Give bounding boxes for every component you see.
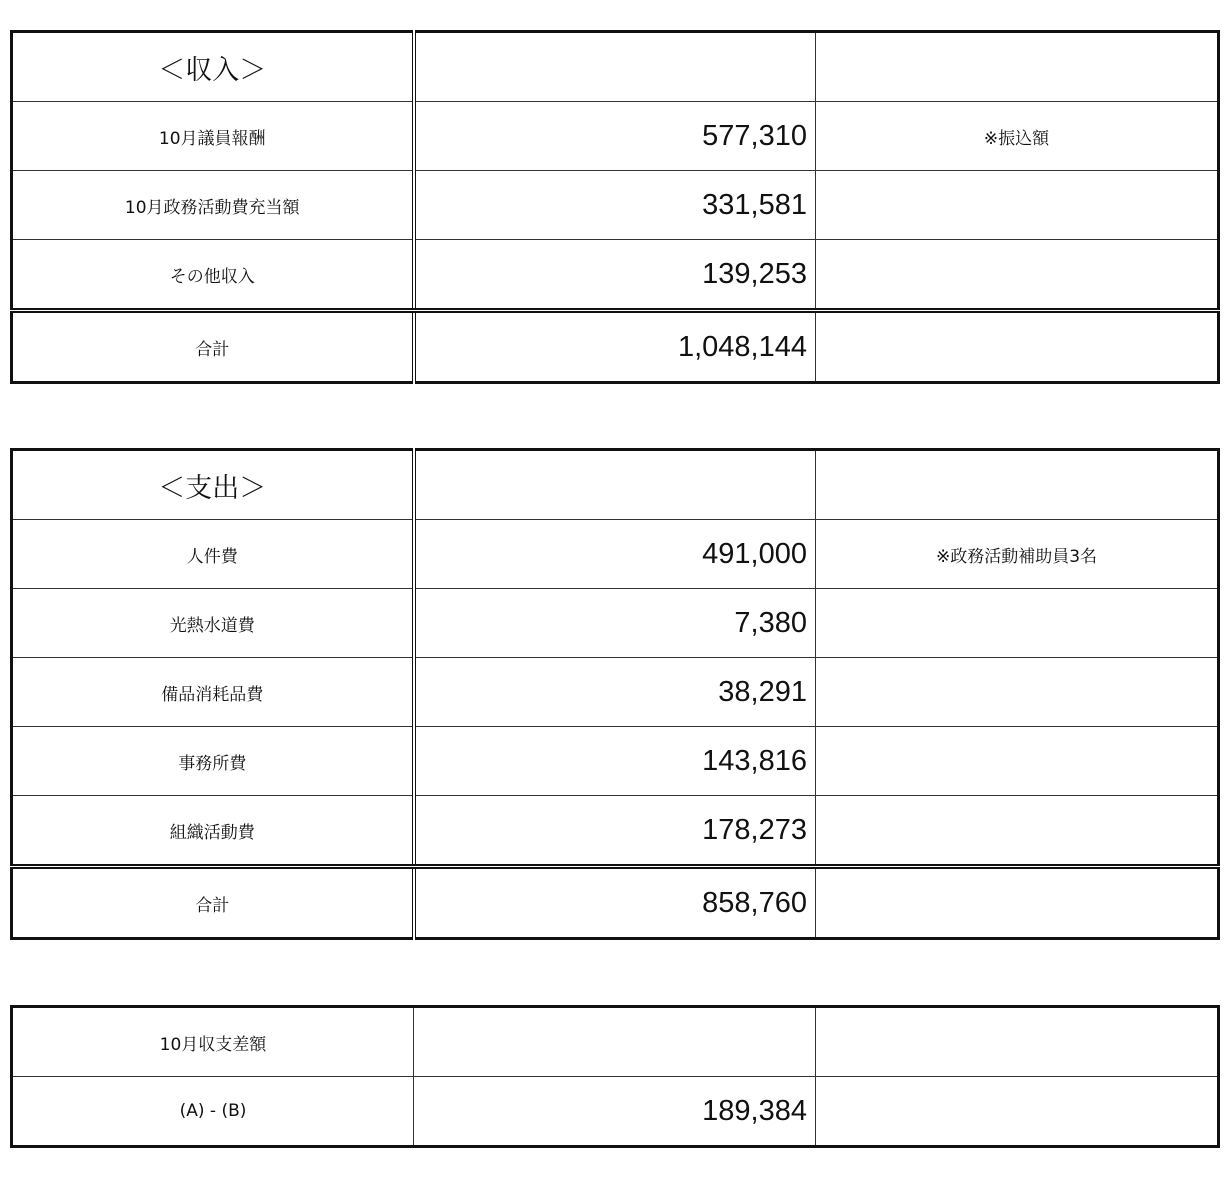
table-row: [12, 102, 1219, 171]
empty-cell: [414, 450, 816, 520]
expense-table: [10, 448, 1220, 940]
total-amount: 1,048,144: [414, 311, 816, 383]
empty-cell: [816, 32, 1219, 102]
balance-table: [10, 1005, 1220, 1148]
balance-formula: (A) - (B): [12, 1077, 414, 1147]
row-note: [816, 589, 1219, 658]
total-label: 合計: [12, 867, 414, 939]
row-note: [816, 727, 1219, 796]
empty-cell: [816, 867, 1219, 939]
row-note: [816, 796, 1219, 867]
row-amount: 577,310: [414, 102, 816, 171]
row-label: 備品消耗品費: [12, 658, 414, 727]
row-label: 組織活動費: [12, 796, 414, 867]
expense-header: ＜支出＞: [12, 450, 414, 520]
table-row: [12, 1077, 1219, 1147]
table-row: [12, 796, 1219, 867]
table-row: [12, 450, 1219, 520]
row-label: その他収入: [12, 240, 414, 311]
table-row: [12, 1007, 1219, 1077]
row-amount: 38,291: [414, 658, 816, 727]
empty-cell: [816, 1077, 1219, 1147]
row-label: 10月議員報酬: [12, 102, 414, 171]
row-note: ※振込額: [816, 102, 1219, 171]
row-amount: 331,581: [414, 171, 816, 240]
row-amount: 491,000: [414, 520, 816, 589]
row-note: [816, 171, 1219, 240]
table-row: [12, 32, 1219, 102]
table-row: [12, 727, 1219, 796]
row-amount: 139,253: [414, 240, 816, 311]
table-row: [12, 520, 1219, 589]
table-row: [12, 171, 1219, 240]
row-amount: 7,380: [414, 589, 816, 658]
total-label: 合計: [12, 311, 414, 383]
income-table: [10, 30, 1220, 384]
empty-cell: [414, 32, 816, 102]
total-amount: 858,760: [414, 867, 816, 939]
balance-label: 10月収支差額: [12, 1007, 414, 1077]
empty-cell: [816, 450, 1219, 520]
row-label: 光熱水道費: [12, 589, 414, 658]
table-row: [12, 589, 1219, 658]
row-note: [816, 240, 1219, 311]
row-amount: 143,816: [414, 727, 816, 796]
empty-cell: [816, 311, 1219, 383]
expense-total-row: [12, 867, 1219, 939]
row-note: [816, 658, 1219, 727]
balance-amount: 189,384: [414, 1077, 816, 1147]
empty-cell: [414, 1007, 816, 1077]
row-amount: 178,273: [414, 796, 816, 867]
table-row: [12, 658, 1219, 727]
row-label: 事務所費: [12, 727, 414, 796]
income-total-row: [12, 311, 1219, 383]
row-note: ※政務活動補助員3名: [816, 520, 1219, 589]
empty-cell: [816, 1007, 1219, 1077]
table-row: [12, 240, 1219, 311]
row-label: 人件費: [12, 520, 414, 589]
row-label: 10月政務活動費充当額: [12, 171, 414, 240]
income-header: ＜収入＞: [12, 32, 414, 102]
